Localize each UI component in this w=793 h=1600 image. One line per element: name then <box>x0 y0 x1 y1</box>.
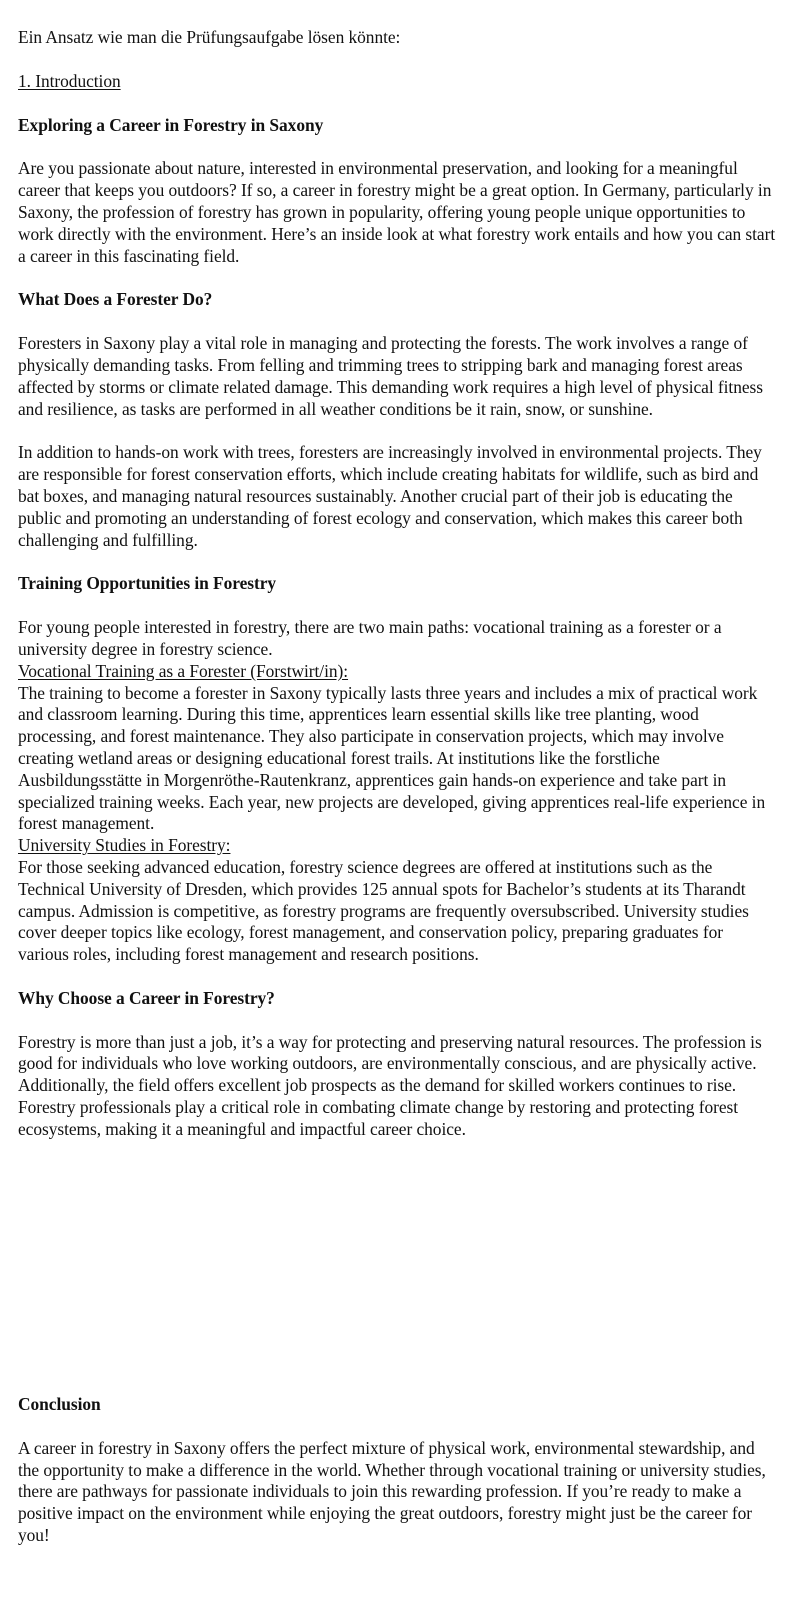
document-title: Exploring a Career in Forestry in Saxony <box>18 114 324 135</box>
training-heading: Training Opportunities in Forestry <box>18 573 277 594</box>
university-label: University Studies in Forestry: <box>18 835 231 856</box>
document-body <box>18 27 778 1141</box>
section-label: 1. Introduction <box>18 70 121 91</box>
why-heading: Why Choose a Career in Forestry? <box>18 987 275 1008</box>
university-text: For those seeking advanced education, forestry science degrees are offered at institutions such as the Technical University of Dresden, which provides 125 annual spots for Bachelor’s students at its Tharandt campus. Admission is competitive, as forestry programs are frequently oversubscribed. University studies cover deeper topics like ecology, forest management, and conservation policy, preparing graduates for various roles, including forest management and research positions. <box>18 856 749 965</box>
intro-paragraph: Are you passionate about nature, interested in environmental preservation, and looking for a meaningful career that keeps you outdoors? If so, a career in forestry might be a great option. In Germany, particularly in Saxony, the profession of forestry has grown in popularity, offering young people unique opportunities to work directly with the environment. Here’s an inside look at what forestry work entails and how you can start a career in this fascinating field. <box>18 158 776 266</box>
conclusion-paragraph: A career in forestry in Saxony offers the perfect mixture of physical work, environmental stewardship, and the opportunity to make a difference in the world. Whether through vocational training or university studies, there are pathways for passionate individuals to join this rewarding profession. If you’re ready to make a positive impact on the environment while enjoying the great outdoors, forestry might just be the career for you! <box>18 1437 766 1545</box>
training-intro: For young people interested in forestry, there are two main paths: vocational training as a forester or a university degree in forestry science. <box>18 617 722 659</box>
conclusion-section <box>18 1394 778 1547</box>
conclusion-heading: Conclusion <box>18 1394 101 1414</box>
intro-line: Ein Ansatz wie man die Prüfungsaufgabe lösen könnte: <box>18 27 401 47</box>
what-paragraph-2: In addition to hands-on work with trees, foresters are increasingly involved in environmental projects. They are responsible for forest conservation efforts, which include creating habitats for wildlife, such as bird and bat boxes, and managing natural resources sustainably. Another crucial part of their job is educating the public and promoting an understanding of forest ecology and conservation, which makes this career both challenging and fulfilling. <box>18 442 762 550</box>
what-paragraph-1: Foresters in Saxony play a vital role in managing and protecting the forests. The work involves a range of physically demanding tasks. From felling and trimming trees to stripping bark and managing forest areas affected by storms or climate related damage. This demanding work requires a high level of physical fitness and resilience, as tasks are performed in all weather conditions be it rain, snow, or sunshine. <box>18 333 763 419</box>
vocational-label: Vocational Training as a Forester (Forstwirt/in): <box>18 660 349 681</box>
vocational-text: The training to become a forester in Saxony typically lasts three years and includes a mix of practical work and classroom learning. During this time, apprentices learn essential skills like tree planting, wood processing, and forest maintenance. They also participate in conservation projects, which may involve creating wetland areas or designing educational forest trails. At institutions like the forstliche Ausbildungsstätte in Morgenröthe-Rautenkranz, apprentices gain hands-on experience and take part in specialized training weeks. Each year, new projects are developed, giving apprentices real-life experience in forest management. <box>18 682 766 834</box>
why-paragraph: Forestry is more than just a job, it’s a way for protecting and preserving natural resources. The profession is good for individuals who love working outdoors, are environmentally conscious, and are physically active. Additionally, the field offers excellent job prospects as the demand for skilled workers continues to rise. Forestry professionals play a critical role in combating climate change by restoring and protecting forest ecosystems, making it a meaningful and impactful career choice. <box>18 1031 762 1139</box>
what-heading: What Does a Forester Do? <box>18 289 213 310</box>
